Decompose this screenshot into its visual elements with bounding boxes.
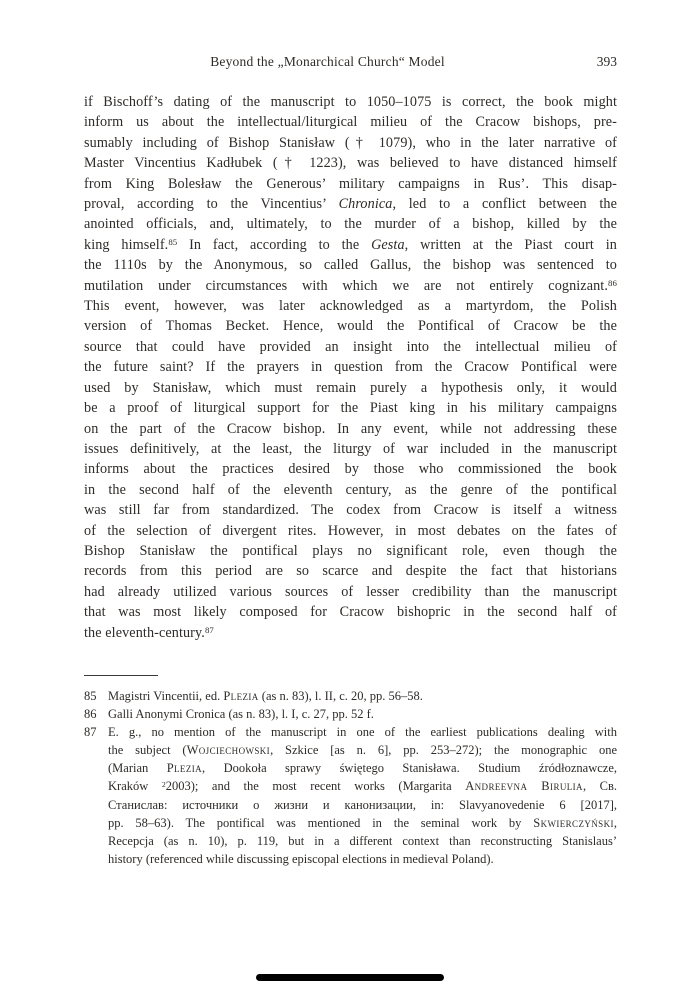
- footnote-line: (Marian Plezia, Dookoła sprawy świętego Stanisława. Studium źródłoznawcze,: [108, 761, 617, 776]
- body-line: mutilation under circumstances with which we are not entirely cognizant.$^{86}$: [84, 277, 617, 294]
- footnote-line: Станислав: источники о жизни и канонизации, in: Slavyanovedenie 6 [2017],: [108, 797, 617, 812]
- body-line: version of Thomas Becket. Hence, would the Pontifical of Cracow be the: [84, 318, 617, 335]
- body-line: used by Stanisław, which must remain purely a hypothesis only, it would: [84, 379, 617, 396]
- footnote-line: pp. 58–63). The pontifical was mentioned in the seminal work by Skwierczyński,: [108, 815, 617, 830]
- body-line: the future saint? If the prayers in question from the Cracow Pontifical were: [84, 359, 617, 376]
- footnote-line: Magistri Vincentii, ed. Plezia (as n. 83), l. II, c. 20, pp. 56–58.: [108, 688, 423, 703]
- footnote: [84, 723, 617, 868]
- footnote-number: 87: [84, 725, 97, 740]
- body-line: the 1110s by the Anonymous, so called Gallus, the bishop was sentenced to: [84, 257, 617, 274]
- body-line: king himself.$^{85}$ In fact, according to the Gesta, written at the Piast court in: [84, 236, 617, 253]
- body-line: anointed officials, and, ultimately, to the murder of a bishop, killed by the: [84, 216, 617, 233]
- body-line: be a proof of liturgical support for the Piast king in his military campaigns: [84, 400, 617, 417]
- body-text: [84, 92, 617, 643]
- body-line: in the second half of the eleventh century, as the genre of the pontifical: [84, 481, 617, 498]
- footnote-line: Recepcja (as n. 10), p. 119, but in a different context than reconstructing Stanislaus’: [108, 833, 617, 848]
- body-line: sumably including of Bishop Stanisław († 1079), who in the later narrative of: [84, 134, 617, 151]
- footnote: [84, 687, 617, 705]
- footnote-line: the subject (Wojciechowski, Szkice [as n. 6], pp. 253–272); the monographic one: [108, 743, 618, 758]
- footnote-number: 85: [84, 688, 97, 703]
- footnote-number: 86: [84, 707, 97, 722]
- footnote-line: Kraków $^2$2003); and the most recent works (Margarita Andreevna Birulia, Св.: [108, 779, 617, 794]
- body-line: source that could have provided an insight into the intellectual milieu of: [84, 338, 617, 355]
- body-line: from King Bolesław the Generous’ military campaigns in Rus’. This disap-: [84, 175, 617, 192]
- page-number: 393: [596, 54, 617, 69]
- body-line: had already utilized various sources of lesser credibility than the manuscript: [84, 583, 617, 600]
- body-line: issues definitively, at the least, the liturgy of war included in the manuscript: [84, 440, 617, 457]
- body-line: the eleventh-century.$^{87}$: [84, 624, 214, 641]
- footnote-line: E. g., no mention of the manuscript in one of the earliest publications dealing with: [108, 725, 617, 740]
- home-indicator-icon[interactable]: [256, 974, 444, 981]
- footnote-text: [108, 723, 617, 868]
- body-line: This event, however, was later acknowledged as a martyrdom, the Polish: [84, 298, 617, 315]
- footnote-line: Galli Anonymi Cronica (as n. 83), l. I, c. 27, pp. 52 f.: [108, 707, 374, 722]
- footnote-text: [108, 687, 617, 705]
- body-line: that was most likely composed for Cracow bishopric in the second half of: [84, 604, 617, 621]
- running-header-title: Beyond the „Monarchical Church“ Model: [210, 54, 445, 69]
- body-line: proval, according to the Vincentius’ Chronica, led to a conflict between the: [84, 196, 617, 213]
- body-line: Bishop Stanisław the pontifical plays no significant role, even though the: [84, 542, 617, 559]
- footnotes: [84, 687, 617, 868]
- footnote-line: history (referenced while discussing episcopal elections in medieval Poland).: [108, 851, 494, 866]
- body-line: was still far from standardized. The codex from Cracow is itself a witness: [84, 502, 617, 519]
- body-line: records from this period are so scarce and despite the fact that historians: [84, 563, 617, 580]
- body-line: informs about the practices desired by those who commissioned the book: [84, 461, 617, 478]
- body-line: on the part of the Cracow bishop. In any event, while not addressing these: [84, 420, 617, 437]
- footnote: [84, 705, 617, 723]
- body-line: Master Vincentius Kadłubek († 1223), was believed to have distanced himself: [84, 155, 617, 172]
- body-line: if Bischoff’s dating of the manuscript to 1050–1075 is correct, the book might: [84, 94, 617, 110]
- footnote-separator: [84, 675, 158, 676]
- body-line: of the selection of divergent rites. However, in most debates on the fates of: [84, 522, 617, 539]
- body-line: inform us about the intellectual/liturgical milieu of the Cracow bishops, pre-: [84, 114, 617, 131]
- footnote-text: [108, 705, 617, 723]
- running-header: [84, 54, 617, 70]
